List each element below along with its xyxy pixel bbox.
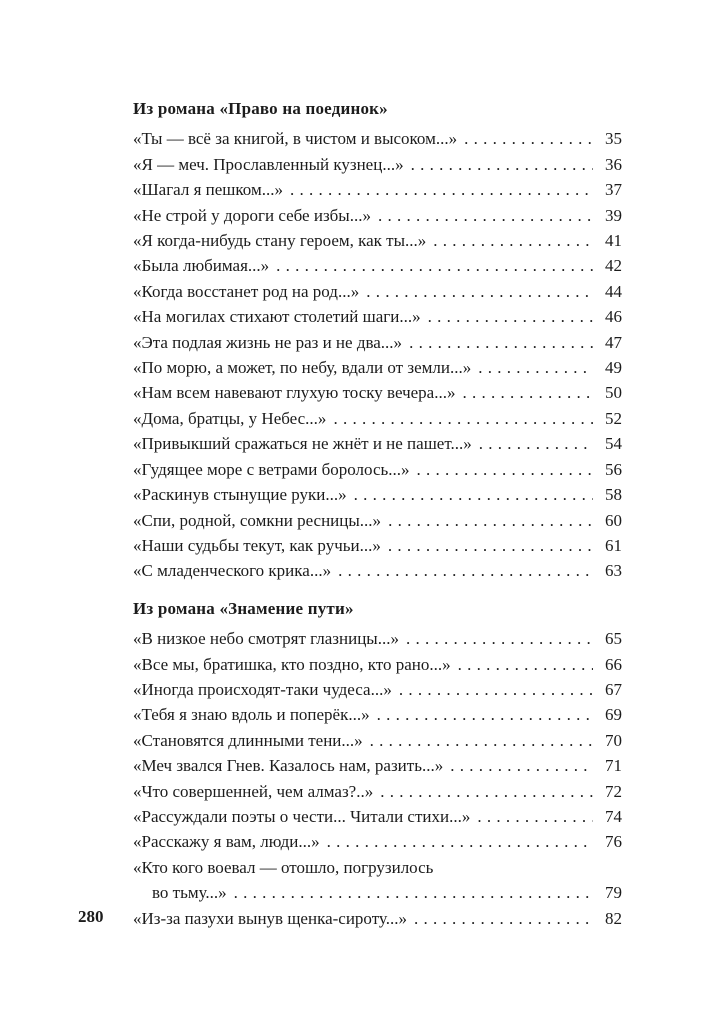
toc-entry-page: 66 xyxy=(605,654,622,674)
toc-entry xyxy=(133,533,622,558)
toc-entry-title: «Я когда-нибудь стану героем, как ты...» xyxy=(133,231,427,251)
toc-entry xyxy=(133,728,622,753)
dot-leader xyxy=(338,558,593,583)
dot-leader xyxy=(399,677,593,702)
toc-section-heading: Из романа «Знамение пути» xyxy=(133,598,354,618)
toc-section xyxy=(133,596,622,931)
toc-entry xyxy=(133,753,622,778)
toc-entry-title: «Шагал я пешком...» xyxy=(133,180,283,200)
toc-entry xyxy=(133,228,622,253)
toc-entry-title: «Нам всем навевают глухую тоску вечера...» xyxy=(133,383,456,403)
toc-entry-title: «Гудящее море с ветрами боролось...» xyxy=(133,459,410,479)
toc-entry-title: «Расскажу я вам, люди...» xyxy=(133,832,320,852)
toc-entry xyxy=(133,126,622,151)
toc-entry-page: 76 xyxy=(605,832,622,852)
dot-leader xyxy=(417,457,594,482)
toc-entry-title: «С младенческого крика...» xyxy=(133,561,332,581)
toc-entry-title: «Ты — всё за книгой, в чистом и высоком...» xyxy=(133,129,458,149)
dot-leader xyxy=(462,380,593,405)
toc-entry-title: «Раскинув стынущие руки...» xyxy=(133,485,347,505)
toc-entry-page: 39 xyxy=(605,205,622,225)
toc-entry-page: 71 xyxy=(605,756,622,776)
toc-entry-page: 79 xyxy=(605,883,622,903)
toc-entry xyxy=(133,355,622,380)
toc-entry-title: во тьму...» xyxy=(152,883,227,903)
dot-leader xyxy=(414,906,593,931)
toc-entry-title: «Была любимая...» xyxy=(133,256,270,276)
dot-leader xyxy=(477,804,593,829)
toc-entry-page: 44 xyxy=(605,281,622,301)
toc-entry-page: 58 xyxy=(605,485,622,505)
dot-leader xyxy=(276,253,593,278)
toc-entry-page: 63 xyxy=(605,561,622,581)
toc-entry-page: 50 xyxy=(605,383,622,403)
toc-entry-page: 65 xyxy=(605,629,622,649)
toc-entry-page: 41 xyxy=(605,231,622,251)
dot-leader xyxy=(478,355,593,380)
toc-entry xyxy=(133,779,622,804)
toc-entry xyxy=(133,804,622,829)
dot-leader xyxy=(428,304,593,329)
dot-leader xyxy=(433,228,593,253)
toc-entry-page: 49 xyxy=(605,358,622,378)
toc-entry xyxy=(133,508,622,533)
dot-leader xyxy=(378,203,593,228)
toc-entry xyxy=(133,152,622,177)
dot-leader xyxy=(380,779,593,804)
toc-entry-title: «Становятся длинными тени...» xyxy=(133,730,363,750)
toc-entry-page: 70 xyxy=(605,730,622,750)
toc-entry xyxy=(133,177,622,202)
table-of-contents xyxy=(133,96,622,931)
toc-entry-title: «Я — меч. Прославленный кузнец...» xyxy=(133,154,404,174)
dot-leader xyxy=(406,626,593,651)
toc-section xyxy=(133,96,622,584)
toc-entry-page: 56 xyxy=(605,459,622,479)
dot-leader xyxy=(450,753,593,778)
toc-entry-page: 72 xyxy=(605,781,622,801)
toc-entry-title: «Эта подлая жизнь не раз и не два...» xyxy=(133,332,403,352)
toc-entry-title: «Рассуждали поэты о чести... Читали стихи...» xyxy=(133,806,471,826)
toc-entry-title: «На могилах стихают столетий шаги...» xyxy=(133,307,421,327)
toc-entry-page: 61 xyxy=(605,535,622,555)
toc-entry-title: «Меч звался Гнев. Казалось нам, разить...» xyxy=(133,756,444,776)
dot-leader xyxy=(370,728,593,753)
toc-entry-title: «Дома, братцы, у Небес...» xyxy=(133,408,327,428)
toc-entry-page: 69 xyxy=(605,705,622,725)
toc-entry-title: «В низкое небо смотрят глазницы...» xyxy=(133,629,399,649)
toc-entry-title: «Спи, родной, сомкни ресницы...» xyxy=(133,510,382,530)
toc-entry-page: 47 xyxy=(605,332,622,352)
toc-entry-title: «Наши судьбы текут, как ручьи...» xyxy=(133,535,381,555)
toc-entry xyxy=(133,203,622,228)
toc-section-heading: Из романа «Право на поединок» xyxy=(133,99,388,118)
toc-entry-page: 52 xyxy=(605,408,622,428)
dot-leader xyxy=(290,177,593,202)
toc-entry-title: «Кто кого воевал — отошло, погрузилось xyxy=(133,857,434,877)
toc-entry xyxy=(133,431,622,456)
dot-leader xyxy=(409,330,593,355)
dot-leader xyxy=(458,652,593,677)
toc-entry-page: 42 xyxy=(605,256,622,276)
toc-entry xyxy=(133,482,622,507)
toc-entry-page: 82 xyxy=(605,908,622,928)
dot-leader xyxy=(333,406,593,431)
toc-entry xyxy=(133,304,622,329)
toc-entry xyxy=(133,677,622,702)
dot-leader xyxy=(327,829,593,854)
toc-entry-title: «Из-за пазухи вынув щенка-сироту...» xyxy=(133,908,407,928)
dot-leader xyxy=(234,880,593,905)
toc-entry-page: 67 xyxy=(605,679,622,699)
toc-entry xyxy=(133,253,622,278)
toc-entry xyxy=(133,457,622,482)
toc-entry-page: 74 xyxy=(605,806,622,826)
dot-leader xyxy=(377,702,593,727)
toc-entry-page: 54 xyxy=(605,434,622,454)
toc-entry xyxy=(133,829,622,854)
toc-entry-title: «Все мы, братишка, кто поздно, кто рано...» xyxy=(133,654,451,674)
dot-leader xyxy=(354,482,593,507)
dot-leader xyxy=(411,152,593,177)
toc-entry xyxy=(133,558,622,583)
toc-entry xyxy=(133,702,622,727)
toc-entry xyxy=(133,906,622,931)
toc-entry xyxy=(133,855,622,880)
folio-number: 280 xyxy=(78,907,104,926)
dot-leader xyxy=(388,508,593,533)
dot-leader xyxy=(388,533,593,558)
toc-entry xyxy=(133,652,622,677)
toc-entry-page: 35 xyxy=(605,129,622,149)
dot-leader xyxy=(479,431,593,456)
toc-entry xyxy=(133,330,622,355)
toc-entry-title: «Тебя я знаю вдоль и поперёк...» xyxy=(133,705,370,725)
dot-leader xyxy=(464,126,593,151)
toc-entry xyxy=(133,380,622,405)
toc-entry-title: «Привыкший сражаться не жнёт и не пашет...» xyxy=(133,434,472,454)
toc-entry-title: «Иногда происходят-таки чудеса...» xyxy=(133,679,392,699)
toc-entry xyxy=(133,406,622,431)
toc-entry-page: 37 xyxy=(605,180,622,200)
toc-entry-title: «Не строй у дороги себе избы...» xyxy=(133,205,371,225)
toc-entry xyxy=(133,279,622,304)
toc-entry-title: «По морю, а может, по небу, вдали от земли...» xyxy=(133,358,472,378)
toc-entry xyxy=(133,626,622,651)
toc-entry-title: «Когда восстанет род на род...» xyxy=(133,281,360,301)
toc-entry-title: «Что совершенней, чем алмаз?..» xyxy=(133,781,374,801)
dot-leader xyxy=(366,279,593,304)
toc-entry-page: 46 xyxy=(605,307,622,327)
toc-entry-continuation xyxy=(152,880,622,905)
toc-entry-page: 60 xyxy=(605,510,622,530)
toc-entry-page: 36 xyxy=(605,154,622,174)
